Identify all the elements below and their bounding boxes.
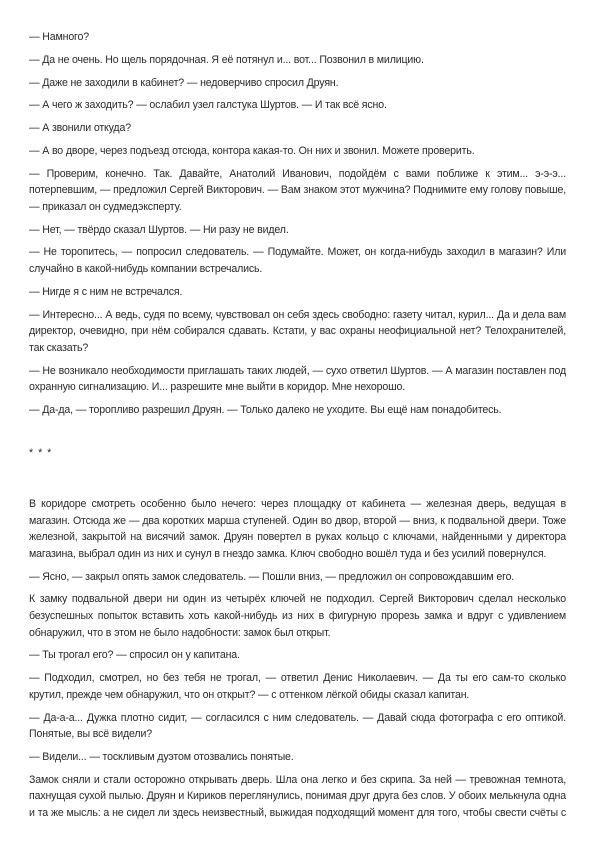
paragraph: — Видели... — тоскливым дуэтом отозвались понятые. bbox=[29, 750, 294, 763]
paragraph: — Даже не заходили в кабинет? — недоверчиво спросил Друян. bbox=[29, 76, 339, 89]
paragraph: — Интересно... А ведь, судя по всему, чувствовал он себя здесь свободно: газету читал, курил... Да и дела вам директор, очевидно, при нём собирался сдавать. Кстати, у вас охраны неофициальной нет? Телохранителей, так сказать? bbox=[29, 308, 566, 354]
paragraph: — Проверим, конечно. Так. Давайте, Анатолий Иванович, подойдём с вами поближе к этим... э-э-э... потерпевшим, — предложил Сергей Викторович. — Вам знаком этот мужчина? Поднимите ему голову повыше, — приказал он судмедэксперту. bbox=[29, 167, 566, 213]
paragraph: — Нигде я с ним не встречался. bbox=[29, 285, 183, 298]
section-separator: * * * bbox=[29, 446, 53, 459]
paragraph: — Да-да, — торопливо разрешил Друян. — Только далеко не уходите. Вы ещё нам понадобитесь. bbox=[29, 403, 502, 416]
paragraph: — Ясно, — закрыл опять замок следователь. — Пошли вниз, — предложил он сопровождавшим его. bbox=[29, 570, 515, 583]
paragraph: — Не торопитесь, — попросил следователь. — Подумайте. Может, он когда-нибудь заходил в магазин? Или случайно в какой-нибудь компании встречались. bbox=[29, 246, 566, 276]
paragraph: — Да не очень. Но щель порядочная. Я её потянул и... вот... Позвонил в милицию. bbox=[29, 53, 424, 66]
paragraph: — Нет, — твёрдо сказал Шуртов. — Ни разу не видел. bbox=[29, 223, 289, 236]
paragraph: — Не возникало необходимости приглашать таких людей, — сухо ответил Шуртов. — А магазин поставлен под охранную сигнализацию. И... разрешите мне выйти в коридор. Мне нехорошо. bbox=[29, 364, 566, 394]
paragraph: — А звонили откуда? bbox=[29, 122, 131, 135]
paragraph: В коридоре смотреть особенно было нечего: через площадку от кабинета — железная дверь, ведущая в магазин. Отсюда же — два коротких марша ступеней. Один во двор, второй — вниз, к подвальной двери. Тоже железной, закрытой на висячий замок. Друян повертел в руках кольцо с ключами, найденными у директора магазина, выбрал один из них и сунул в гнездо замка. Ключ свободно вошёл туда и без усилий повернулся. bbox=[29, 498, 566, 560]
paragraph: — Ты трогал его? — спросил он у капитана. bbox=[29, 649, 240, 662]
document-page bbox=[29, 29, 566, 828]
paragraph: Замок сняли и стали осторожно открывать дверь. Шла она легко и без скрипа. За ней — тревожная темнота, пахнущая сухой пылью. Друян и Кириков переглянулись, понимая друг друга без слов. У обоих мелькнула одна и та же мысль: а не сидел ли здесь неизвестный, выжидая подходящий момент для того, чтобы свести счёты с bbox=[29, 773, 566, 819]
paragraph: — Подходил, смотрел, но без тебя не трогал, — ответил Денис Николаевич. — Да ты его сам-то сколько крутил, прежде чем обнаружил, что он открыт? — с оттенком лёгкой обиды сказал капитан. bbox=[29, 672, 566, 701]
paragraph: — Намного? bbox=[29, 31, 90, 43]
paragraph: К замку подвальной двери ни один из четырёх ключей не подходил. Сергей Викторович сделал несколько безуспешных попыток вставить хоть какой-нибудь из них в фигурную прорезь замка и вдруг с удивлением обнаружил, что в этом не было надобности: замок был открыт. bbox=[29, 593, 566, 639]
paragraph: — Да-а-а... Дужка плотно сидит, — согласился с ним следователь. — Давай сюда фотографа с его оптикой. Понятые, вы всё видели? bbox=[29, 711, 566, 741]
paragraph: — А чего ж заходить? — ослабил узел галстука Шуртов. — И так всё ясно. bbox=[29, 99, 387, 112]
paragraph: — А во дворе, через подъезд отсюда, контора какая-то. Он них и звонил. Можете проверить. bbox=[29, 144, 475, 157]
